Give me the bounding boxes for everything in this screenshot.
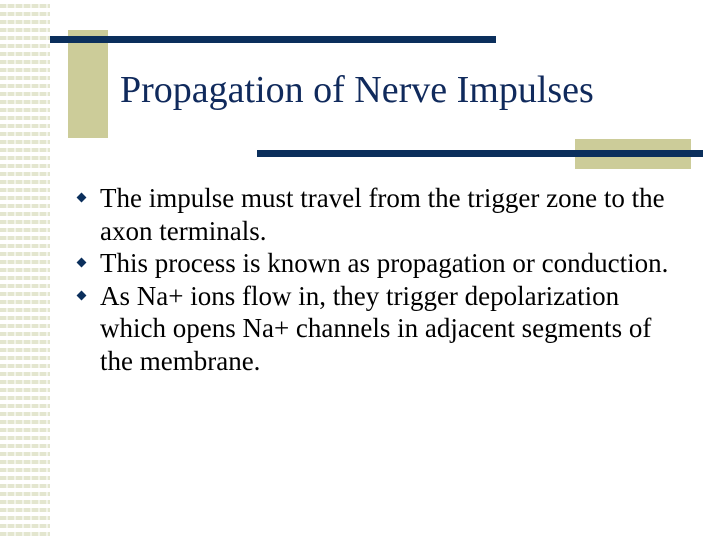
bullet-item bbox=[78, 280, 688, 378]
decorative-olive-block-left bbox=[68, 30, 108, 138]
decorative-navy-bar-bottom bbox=[257, 150, 703, 157]
diamond-bullet-icon bbox=[77, 258, 87, 268]
bullet-text: As Na+ ions flow in, they trigger depolarization which opens Na+ channels in adjacent segments of the membrane. bbox=[100, 280, 652, 376]
diamond-bullet-icon bbox=[77, 290, 87, 300]
decorative-navy-bar-top bbox=[50, 36, 496, 43]
bullet-list bbox=[78, 182, 688, 377]
bullet-text: The impulse must travel from the trigger zone to the axon terminals. bbox=[100, 183, 665, 246]
bullet-item bbox=[78, 182, 688, 247]
decorative-stripe-column bbox=[0, 0, 50, 540]
diamond-bullet-icon bbox=[77, 193, 87, 203]
slide-title: Propagation of Nerve Impulses bbox=[120, 69, 594, 111]
bullet-text: This process is known as propagation or conduction. bbox=[100, 248, 669, 278]
bullet-item bbox=[78, 247, 688, 280]
